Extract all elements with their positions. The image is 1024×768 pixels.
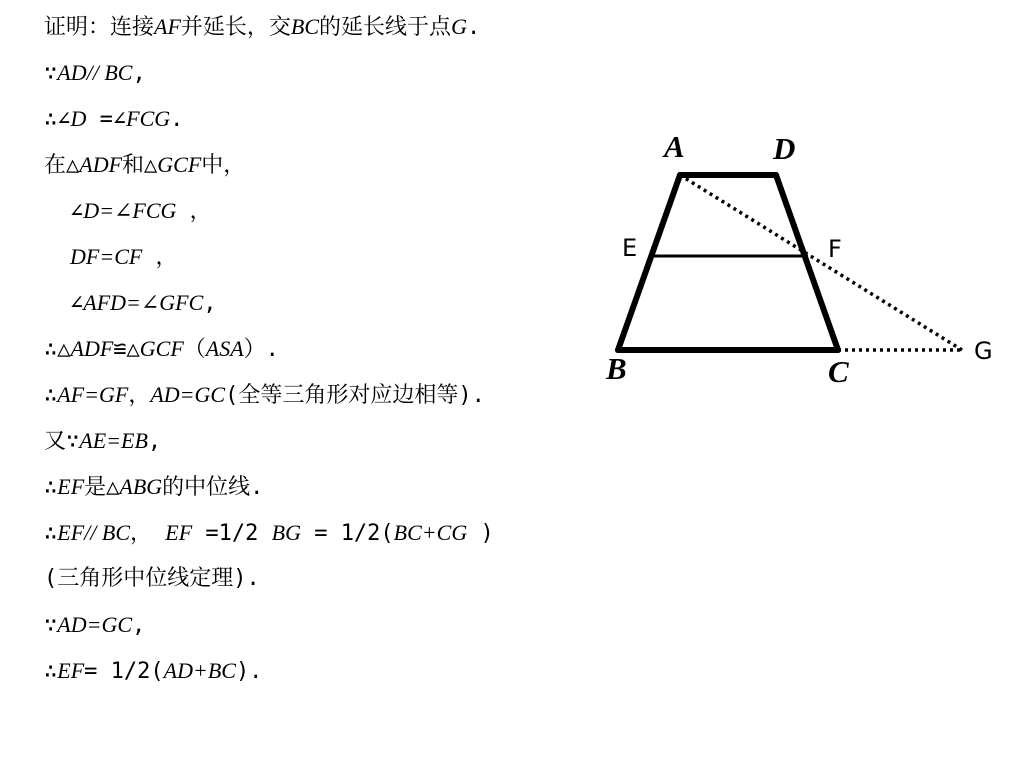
text: , xyxy=(147,429,162,454)
trapezoid-diagram xyxy=(598,124,1018,394)
label-c: C xyxy=(828,354,849,389)
math-text: AD xyxy=(57,60,87,85)
text: ， xyxy=(142,245,178,270)
math-text: G xyxy=(451,14,467,39)
angle-symbol: ∠ xyxy=(70,199,84,224)
text: . xyxy=(466,15,481,40)
segment-ab xyxy=(618,175,680,350)
text: ) xyxy=(467,521,494,546)
text: （ xyxy=(183,337,206,362)
math-text: = xyxy=(86,612,102,637)
proof-line-10 xyxy=(44,418,604,464)
text: = 1/2( xyxy=(300,521,394,546)
math-text: =∠ xyxy=(99,198,133,223)
text: 的中位线. xyxy=(162,475,264,500)
math-text: AD xyxy=(57,612,87,637)
text: , xyxy=(132,61,146,86)
proof-line-3 xyxy=(44,96,604,142)
proof-text xyxy=(44,4,604,694)
text: , xyxy=(132,613,146,638)
math-text: ASA xyxy=(205,336,244,361)
math-text: = xyxy=(84,382,99,407)
math-text: BG xyxy=(271,520,301,545)
text: 并延长，交 xyxy=(180,15,291,40)
math-text: EF xyxy=(57,658,85,683)
math-text: D xyxy=(70,106,87,131)
label-a: A xyxy=(664,129,685,164)
segment-ag-dotted xyxy=(680,175,962,350)
math-text: + xyxy=(421,520,437,545)
therefore-symbol: ∴ xyxy=(44,659,58,684)
math-text: = xyxy=(179,382,195,407)
math-text: AF xyxy=(154,14,181,39)
text: 证明：连接 xyxy=(44,15,155,40)
congruent-symbol: ≌△ xyxy=(113,337,140,362)
label-e: E xyxy=(622,234,638,262)
text: 是△ xyxy=(84,475,120,500)
text: = 1/2( xyxy=(84,659,164,684)
math-text: ADF xyxy=(79,152,123,177)
text: ， xyxy=(130,521,166,546)
math-text: ABG xyxy=(119,474,163,499)
label-f: F xyxy=(828,235,842,263)
math-text: ADF xyxy=(70,336,114,361)
therefore-symbol: ∴ xyxy=(44,521,58,546)
proof-line-7 xyxy=(44,280,604,326)
text: ， xyxy=(176,199,212,224)
proof-line-5 xyxy=(44,188,604,234)
proof-line-13 xyxy=(44,556,604,602)
proof-line-1 xyxy=(44,4,604,50)
proof-line-15 xyxy=(44,648,604,694)
proof-line-11 xyxy=(44,464,604,510)
math-text: CF xyxy=(114,244,143,269)
math-text: AE xyxy=(79,428,107,453)
label-b: B xyxy=(606,351,627,386)
proof-line-14 xyxy=(44,602,604,648)
text: =1/2 xyxy=(192,521,272,546)
proof-line-2 xyxy=(44,50,604,96)
label-d: D xyxy=(773,131,796,166)
text: 在△ xyxy=(44,153,80,178)
proof-line-6 xyxy=(44,234,604,280)
math-text: + xyxy=(192,658,208,683)
therefore-angle: ∴∠ xyxy=(44,107,71,132)
because-symbol: ∵ xyxy=(44,613,58,638)
text: 又∵ xyxy=(44,429,80,454)
trapezoid-figure xyxy=(598,124,1018,394)
math-text: =∠ xyxy=(126,290,160,315)
math-text: GC xyxy=(194,382,226,407)
proof-line-8 xyxy=(44,326,604,372)
text: 的延长线于点 xyxy=(319,15,452,40)
math-text: AD xyxy=(163,658,193,683)
proof-line-4 xyxy=(44,142,604,188)
math-text: GFC xyxy=(159,290,204,315)
math-text: = xyxy=(106,428,121,453)
math-text: BC xyxy=(393,520,422,545)
angle-symbol: ∠ xyxy=(70,291,84,316)
therefore-symbol: ∴ xyxy=(44,475,58,500)
text: =∠ xyxy=(86,107,127,132)
text: ， xyxy=(128,383,151,408)
math-text: EF xyxy=(57,520,85,545)
math-text: EF xyxy=(165,520,193,545)
math-text: GC xyxy=(101,612,132,637)
math-text: FCG xyxy=(126,106,171,131)
math-text: BC xyxy=(207,658,236,683)
text: ）. xyxy=(243,337,279,362)
text: 和△ xyxy=(122,153,158,178)
math-text: GCF xyxy=(157,152,202,177)
text: , xyxy=(203,291,217,316)
math-text: GCF xyxy=(139,336,184,361)
text: ). xyxy=(235,659,263,684)
parallel-symbol: // xyxy=(84,520,97,545)
math-text: D xyxy=(83,198,100,223)
therefore-symbol: ∴ xyxy=(44,383,58,408)
math-text: AFD xyxy=(83,290,127,315)
text: 中， xyxy=(201,153,246,178)
math-text: GF xyxy=(99,382,129,407)
math-text: BC xyxy=(290,14,320,39)
math-text: FCG xyxy=(132,198,177,223)
text: ∴△ xyxy=(44,337,71,362)
math-text: BC xyxy=(96,520,130,545)
math-text: = xyxy=(99,244,115,269)
math-text: DF xyxy=(70,244,100,269)
text: . xyxy=(170,107,184,132)
text: (全等三角形对应边相等). xyxy=(225,383,485,408)
math-text: BC xyxy=(98,60,133,85)
parallel-symbol: // xyxy=(86,60,99,85)
label-g: G xyxy=(974,337,993,365)
proof-line-9 xyxy=(44,372,604,418)
because-symbol: ∵ xyxy=(44,61,58,86)
math-text: EB xyxy=(121,428,148,453)
math-text: AD xyxy=(150,382,180,407)
math-text: AF xyxy=(57,382,85,407)
math-text: EF xyxy=(57,474,85,499)
math-text: CG xyxy=(436,520,468,545)
proof-line-12 xyxy=(44,510,604,556)
text: (三角形中位线定理). xyxy=(44,566,260,591)
